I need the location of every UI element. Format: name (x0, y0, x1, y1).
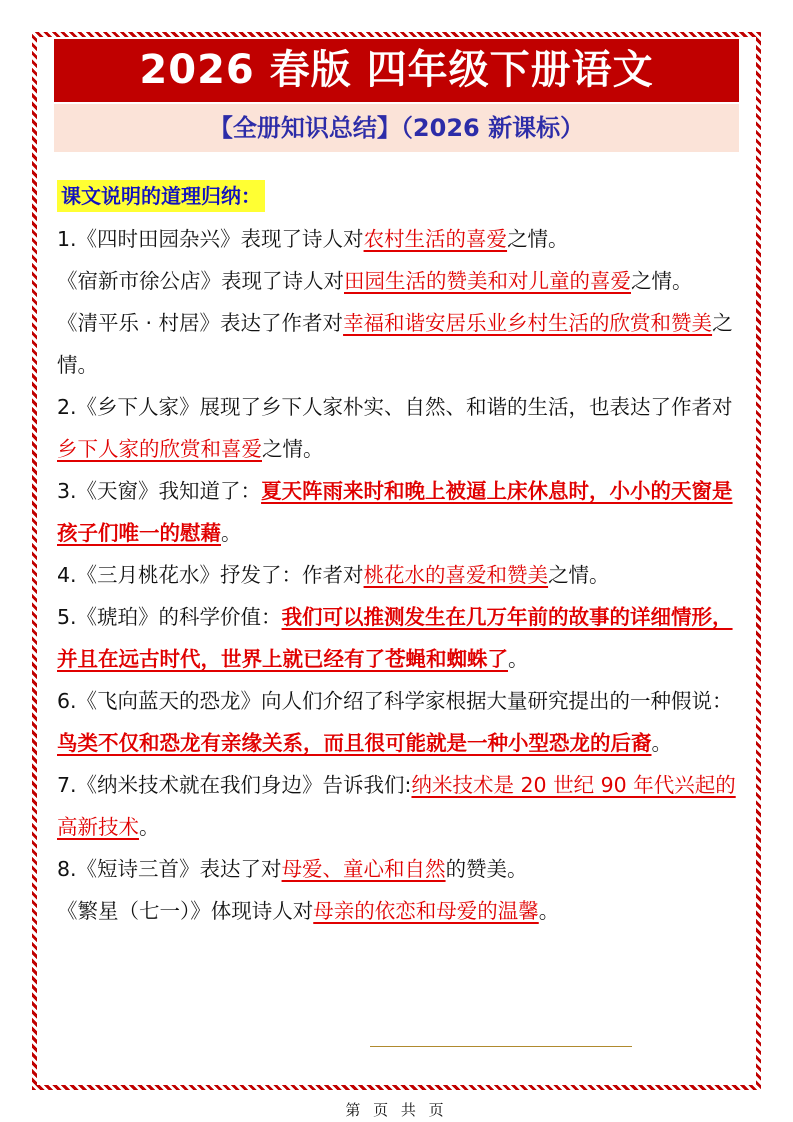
list-item: 2.《乡下人家》展现了乡下人家朴实、自然、和谐的生活，也表达了作者对乡下人家的欣赏和喜爱之情。 (57, 395, 733, 461)
page-title: 2026 春版 四年级下册语文 (54, 39, 739, 102)
list-item: 1.《四时田园杂兴》表现了诗人对农村生活的喜爱之情。 (57, 227, 569, 251)
highlight-answer: 母亲的依恋和母爱的温馨 (313, 899, 539, 923)
list-item: 《繁星（七一）》体现诗人对母亲的依恋和母爱的温馨。 (57, 899, 560, 923)
list-item: 5.《琥珀》的科学价值：我们可以推测发生在几万年前的故事的详细情形，并且在远古时代，世界上就已经有了苍蝇和蜘蛛了。 (57, 605, 733, 671)
signature-line (370, 1046, 632, 1047)
highlight-answer: 鸟类不仅和恐龙有亲缘关系，而且很可能就是一种小型恐龙的后裔 (57, 731, 652, 755)
highlight-answer: 纳米技术是 20 世纪 90 年代兴起的高新技术 (57, 773, 736, 839)
list-item: 《清平乐 · 村居》表达了作者对幸福和谐安居乐业乡村生活的欣赏和赞美之情。 (57, 311, 733, 377)
list-item: 6.《飞向蓝天的恐龙》向人们介绍了科学家根据大量研究提出的一种假说：鸟类不仅和恐龙有亲缘关系，而且很可能就是一种小型恐龙的后裔。 (57, 689, 733, 755)
highlight-answer: 母爱、童心和自然 (281, 857, 446, 881)
highlight-answer: 夏天阵雨来时和晚上被逼上床休息时，小小的天窗是孩子们唯一的慰藉 (57, 479, 733, 545)
page-subtitle: 【全册知识总结】（2026 新课标） (54, 104, 739, 152)
list-item: 3.《天窗》我知道了：夏天阵雨来时和晚上被逼上床休息时，小小的天窗是孩子们唯一的慰藉。 (57, 479, 733, 545)
list-item: 7.《纳米技术就在我们身边》告诉我们:纳米技术是 20 世纪 90 年代兴起的高新技术。 (57, 773, 736, 839)
highlight-answer: 乡下人家的欣赏和喜爱 (57, 437, 262, 461)
highlight-answer: 桃花水的喜爱和赞美 (363, 563, 549, 587)
highlight-answer: 田园生活的赞美和对儿童的喜爱 (344, 269, 631, 293)
highlight-answer: 幸福和谐安居乐业乡村生活的欣赏和赞美 (343, 311, 713, 335)
highlight-answer: 农村生活的喜爱 (363, 227, 508, 251)
page-footer: 第 页 共 页 (345, 1101, 448, 1119)
summary-list (57, 218, 739, 932)
list-item: 8.《短诗三首》表达了对母爱、童心和自然的赞美。 (57, 857, 528, 881)
list-item: 4.《三月桃花水》抒发了：作者对桃花水的喜爱和赞美之情。 (57, 563, 610, 587)
list-item: 《宿新市徐公店》表现了诗人对田园生活的赞美和对儿童的喜爱之情。 (57, 269, 693, 293)
highlight-answer: 我们可以推测发生在几万年前的故事的详细情形，并且在远古时代，世界上就已经有了苍蝇和蜘蛛了 (57, 605, 733, 671)
section-heading: 课文说明的道理归纳： (57, 180, 265, 212)
